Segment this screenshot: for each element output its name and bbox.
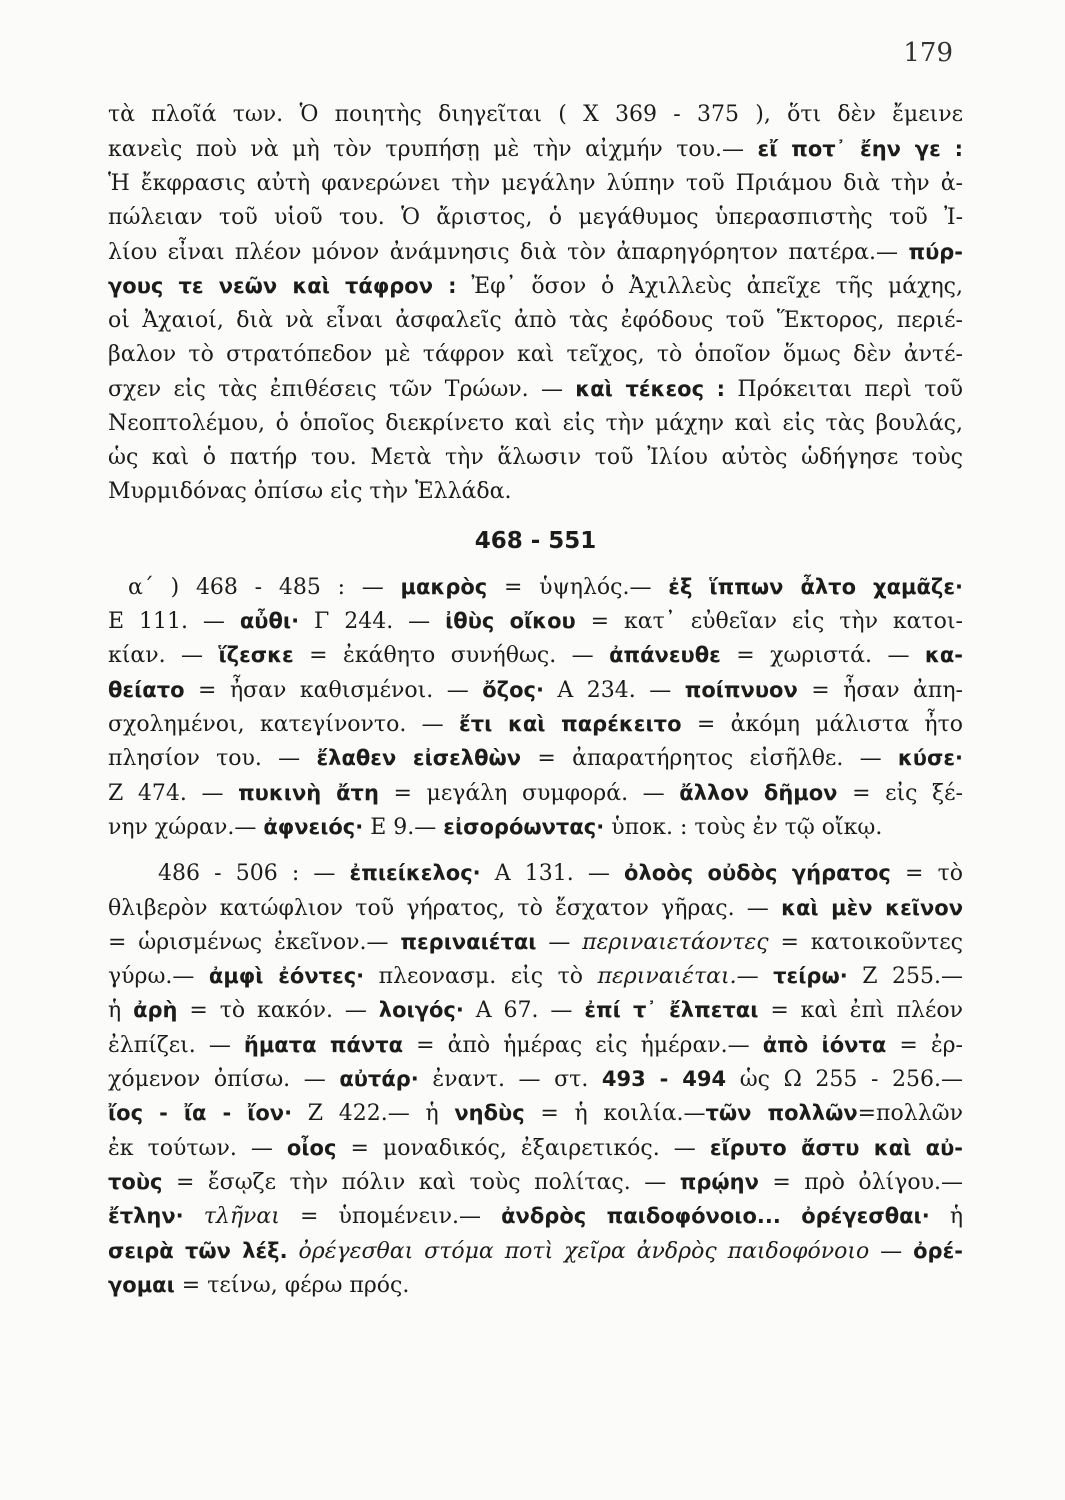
text-run: νην χώραν.— — [108, 814, 264, 840]
bold-term: ἴος - ἴα - ἴον· — [108, 1101, 293, 1126]
bold-term: τοὺς — [108, 1169, 163, 1194]
text-run: = ἡ κοιλία.— — [524, 1101, 706, 1127]
text-run: σχεν εἰς τὰς ἐπιθέσεις τῶν Τρώων. — — [108, 377, 576, 403]
bold-term: νηδὺς — [454, 1101, 525, 1126]
text-line — [108, 338, 963, 372]
text-run: = ἔσῳζε τὴν πόλιν καὶ τοὺς πολίτας. — — [162, 1169, 680, 1195]
text-line — [108, 673, 963, 707]
text-line — [108, 167, 963, 201]
text-run: = κατοικοῦντες — [768, 929, 963, 955]
text-line — [108, 776, 963, 810]
text-run: κίαν. — — [108, 643, 219, 669]
bold-term: τείρω· — [773, 964, 848, 989]
bold-term: εἴ ποτ᾽ ἔην γε : — [757, 137, 963, 162]
bold-term: ὀρέ- — [913, 1238, 963, 1263]
text-run: — — [736, 964, 774, 990]
text-run: σχολημένοι, κατεγίνοντο. — — [108, 712, 460, 738]
text-line — [108, 372, 963, 406]
text-line — [108, 1096, 963, 1130]
bold-term: πύρ- — [908, 240, 963, 265]
text-line — [108, 925, 963, 959]
bold-term: 493 - 494 — [601, 1067, 727, 1092]
text-run: = ἐκάθητο συνήθως. — — [293, 643, 610, 669]
text-run: πώλειαν τοῦ υἱοῦ του. Ὁ ἄριστος, ὁ μεγάθυμος ὑπερασπιστὴς τοῦ Ἰ- — [108, 204, 963, 230]
text-line — [108, 993, 963, 1027]
text-run: Ζ 422.— ἡ — [292, 1101, 455, 1127]
bold-term: ἀπάνευθε — [609, 643, 721, 668]
bold-term: ποίπνυον — [684, 677, 798, 702]
text-line — [108, 604, 963, 638]
bold-term: ἔτι καὶ παρέκειτο — [459, 712, 682, 737]
text-run: = τὸ — [890, 861, 963, 887]
italic-text: περιναιετάοντες — [582, 929, 769, 955]
bold-term: αὐτάρ· — [339, 1067, 419, 1092]
text-run: τὰ πλοῖά των. Ὁ ποιητὴς διηγεῖται ( Χ 369 - 375 ), ὅτι δὲν ἔμεινε — [108, 102, 963, 127]
bold-term: ἀπὸ ἰόντα — [762, 1032, 887, 1057]
text-run: ἡ — [929, 1204, 964, 1230]
bold-term: ἵζεσκε — [218, 643, 294, 668]
text-run: = κατ᾽ εὐθεῖαν εἰς τὴν κατοι- — [575, 609, 963, 635]
text-run: = εἰς ξέ- — [837, 780, 963, 806]
text-line — [108, 741, 963, 775]
text-run: χόμενον ὀπίσω. — — [108, 1067, 340, 1093]
bold-term: καὶ μὲν κεῖνον — [781, 895, 963, 920]
bold-term: ἄλλον δῆμον — [679, 780, 838, 805]
text-run: = ὡρισμένως ἐκεῖνον.— — [108, 929, 401, 955]
section-heading: 468 - 551 — [474, 527, 597, 554]
text-run: Ε 9.— — [363, 814, 444, 840]
text-line — [108, 132, 963, 166]
text-run: = ὑψηλός.— — [487, 574, 669, 600]
italic-text: ὀρέγεσθαι στόμα ποτὶ χεῖρα ἀνδρὸς παιδοφόνοιο — [298, 1238, 870, 1264]
text-run: α΄ ) 468 - 485 : — — [128, 574, 401, 600]
paragraph-1 — [108, 98, 963, 510]
text-run: =πολλῶν — [857, 1101, 963, 1127]
text-line — [108, 304, 963, 338]
bold-term: λοιγός· — [378, 998, 464, 1023]
bold-term: σειρὰ τῶν λέξ. — [108, 1238, 288, 1263]
bold-term: πυκινὴ ἄτη — [238, 780, 379, 805]
text-line — [108, 201, 963, 235]
text-line — [108, 570, 963, 604]
text-line — [108, 441, 963, 475]
paragraph-2 — [108, 570, 963, 844]
text-run: = ἀκόμη μάλιστα ἦτο — [681, 712, 963, 738]
text-line — [108, 98, 963, 132]
bold-term: ὄζος· — [482, 677, 544, 702]
text-run: ἐκ τούτων. — — [108, 1135, 287, 1161]
bold-term: ἐπιείκελος· — [349, 861, 481, 886]
bold-term: ἰθὺς οἴκου — [445, 609, 576, 634]
italic-text: περιναιέται. — [597, 964, 737, 990]
text-run: Γ 244. — — [299, 609, 446, 635]
text-run: = χωριστά. — — [720, 643, 925, 669]
text-line — [108, 269, 963, 303]
italic-text: τλῆναι — [203, 1204, 280, 1230]
bold-term: μακρὸς — [400, 574, 488, 599]
text-run: ἐλπίζει. — — [108, 1032, 244, 1058]
text-run: Ε 111. — — [108, 609, 240, 635]
text-run: = ἀπὸ ἡμέρας εἰς ἡμέραν.— — [403, 1032, 763, 1058]
text-line — [108, 1131, 963, 1165]
text-run: βαλον τὸ στρατόπεδον μὲ τάφρον καὶ τεῖχος, τὸ ὁποῖον ὅμως δὲν ἀντέ- — [108, 342, 963, 368]
text-run: = μεγάλη συμφορά. — — [378, 780, 680, 806]
bold-term: ἔτλην· — [108, 1204, 184, 1229]
text-run: = τὸ κακόν. — — [177, 998, 379, 1024]
bold-term: ἀνδρὸς παιδοφόνοιο... ὀρέγεσθαι· — [501, 1204, 930, 1229]
text-run: = ὑπομένειν.— — [279, 1204, 502, 1230]
bold-term: αὖθι· — [239, 609, 300, 634]
text-run: ὡς καὶ ὁ πατήρ του. Μετὰ τὴν ἅλωσιν τοῦ Ἰλίου αὐτὸς ὡδήγησε τοὺς — [108, 444, 963, 470]
text-run: = ἦσαν ἀπη- — [797, 677, 963, 703]
text-line — [108, 1234, 963, 1268]
bold-term: θείατο — [108, 677, 185, 702]
text-run: = πρὸ ὀλίγου.— — [758, 1169, 963, 1195]
text-run: = ἦσαν καθισμένοι. — — [184, 677, 483, 703]
paragraph-3 — [108, 856, 963, 1302]
text-run: κανεὶς ποὺ νὰ μὴ τὸν τρυπήσῃ μὲ τὴν αἰχμήν του.— — [108, 137, 758, 163]
bold-term: τῶν πολλῶν — [705, 1101, 858, 1126]
text-run: Νεοπτολέμου, ὁ ὁποῖος διεκρίνετο καὶ εἰς τὴν μάχην καὶ εἰς τὰς βουλάς, — [108, 410, 963, 436]
bold-term: περιναιέται — [400, 929, 537, 954]
text-line — [108, 810, 963, 844]
text-run — [288, 1239, 299, 1264]
text-line — [108, 1062, 963, 1096]
text-line — [108, 638, 963, 672]
bold-term: γομαι — [108, 1272, 175, 1297]
text-run — [184, 1204, 204, 1229]
text-line — [108, 1199, 963, 1233]
bold-term: οἶος — [286, 1135, 337, 1160]
bold-term: γους τε νεῶν καὶ τάφρον : — [108, 274, 457, 299]
text-line — [108, 707, 963, 741]
text-run: λίου εἶναι πλέον μόνον ἀνάμνησις διὰ τὸν ἀπαρηγόρητον πατέρα.— — [108, 240, 909, 266]
text-run: = τείνω, φέρω πρός. — [174, 1272, 410, 1298]
text-line — [108, 235, 963, 269]
text-run: Πρόκειται περὶ τοῦ — [725, 377, 964, 403]
text-line — [108, 475, 963, 509]
text-run: ὡς Ω 255 - 256.— — [726, 1067, 963, 1093]
text-run: Μυρμιδόνας ὀπίσω εἰς τὴν Ἑλλάδα. — [108, 479, 512, 505]
text-run: = ἐρ- — [886, 1032, 963, 1058]
text-run: = καὶ ἐπὶ πλέον — [758, 998, 963, 1024]
text-line — [108, 1268, 963, 1302]
text-run: θλιβερὸν κατώφλιον τοῦ γήρατος, τὸ ἔσχατον γῆρας. — — [108, 895, 782, 921]
text-line — [108, 407, 963, 441]
text-run: Α 131. — — [480, 861, 625, 887]
text-run: Ἡ ἔκφρασις αὐτὴ φανερώνει τὴν μεγάλην λύπην τοῦ Πριάμου διὰ τὴν ἀ- — [108, 170, 963, 196]
bold-term: ὀλοὸς οὐδὸς γήρατος — [624, 861, 891, 886]
text-run: Α 234. — — [543, 677, 685, 703]
text-line — [108, 1028, 963, 1062]
text-line — [108, 891, 963, 925]
text-run: πλεονασμ. εἰς τὸ — [364, 964, 598, 990]
text-run: πλησίον του. — — [108, 746, 317, 772]
bold-term: ἔλαθεν εἰσελθὼν — [316, 746, 522, 771]
text-run: — — [869, 1238, 914, 1264]
bold-term: καὶ τέκεος : — [575, 377, 726, 402]
text-run: Ἐφ᾽ ὅσον ὁ Ἀχιλλεὺς ἀπεῖχε τῆς μάχης, — [456, 274, 963, 300]
text-run: 486 - 506 : — — [158, 861, 350, 887]
bold-term: ἐξ ἵππων ἆλτο χαμᾶζε· — [668, 574, 963, 599]
bold-term: ἤματα πάντα — [243, 1032, 404, 1057]
text-run: ἡ — [108, 998, 134, 1024]
bold-term: πρῴην — [679, 1169, 759, 1194]
text-run: = μοναδικός, ἐξαιρετικός. — — [336, 1135, 710, 1161]
bold-term: κύσε· — [897, 746, 964, 771]
text-run: Α 67. — — [463, 998, 585, 1024]
text-run: γύρω.— — [108, 964, 209, 990]
text-line — [108, 856, 963, 890]
text-line — [108, 1165, 963, 1199]
page-number: 179 — [903, 38, 953, 68]
body-text — [108, 98, 963, 1302]
bold-term: ἐπί τ᾽ ἔλπεται — [584, 998, 759, 1023]
bold-term: εἴρυτο ἄστυ καὶ αὐ- — [709, 1135, 963, 1160]
text-run: ὑποκ. : τοὺς ἐν τῷ οἴκῳ. — [604, 814, 883, 840]
text-run: οἱ Ἀχαιοί, διὰ νὰ εἶναι ἀσφαλεῖς ἀπὸ τὰς ἐφόδους τοῦ Ἕκτορος, περιέ- — [108, 307, 963, 333]
bold-term: ἀφνειός· — [263, 814, 364, 839]
text-line — [108, 959, 963, 993]
bold-term: κα- — [924, 643, 963, 668]
text-run: = ἀπαρατήρητος εἰσῆλθε. — — [521, 746, 898, 772]
bold-term: εἰσορόωντας· — [443, 814, 605, 839]
bold-term: ἀμφὶ ἐόντες· — [208, 964, 365, 989]
text-run: Ζ 255.— — [847, 964, 963, 990]
text-run: — — [536, 929, 583, 955]
text-run: Ζ 474. — — [108, 780, 239, 806]
bold-term: ἀρὴ — [133, 998, 178, 1023]
text-run: ἐναντ. — στ. — [418, 1067, 602, 1093]
